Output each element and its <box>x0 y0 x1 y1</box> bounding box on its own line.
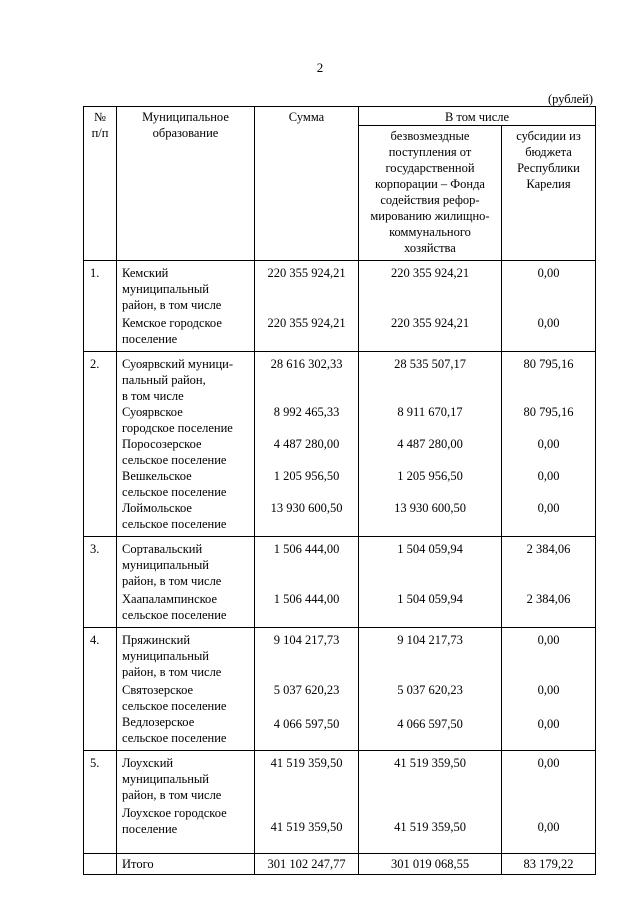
row-number: 4. <box>84 628 117 751</box>
header-municipality <box>117 107 255 261</box>
municipality-cell <box>117 352 255 537</box>
table-row <box>84 537 596 628</box>
fund-value <box>359 632 501 680</box>
subsidies-value-text: 0,00 <box>537 266 560 280</box>
municipality-name-line: сельское поселение <box>122 517 227 531</box>
municipality-name-line: сельское поселение <box>122 485 227 499</box>
header-line: Муниципальное <box>142 110 229 124</box>
unit-label: (рублей) <box>547 92 593 106</box>
municipality-entry <box>122 805 251 837</box>
sum-value <box>255 716 358 748</box>
sum-value-text: 9 104 217,73 <box>273 633 340 647</box>
fund-value <box>359 819 501 853</box>
subsidies-value-text: 80 795,16 <box>523 357 574 371</box>
header-line: субсидии из <box>516 129 581 143</box>
header-line: образование <box>152 126 219 140</box>
municipality-name-line: Суоярвский муници- <box>122 357 234 371</box>
subsidies-value-text: 0,00 <box>537 756 560 770</box>
municipality-name-line: сельское поселение <box>122 608 227 622</box>
subsidies-value-text: 2 384,06 <box>526 542 571 556</box>
fund-value <box>359 404 501 436</box>
sum-value <box>255 436 358 468</box>
sum-value-text: 4 066 597,50 <box>273 717 340 731</box>
municipality-name-line: Лоймольское <box>122 501 192 515</box>
sum-value <box>255 682 358 716</box>
subsidies-value <box>502 500 595 532</box>
fund-value <box>359 436 501 468</box>
row-number: 3. <box>84 537 117 628</box>
sum-value-text: 8 992 465,33 <box>273 405 340 419</box>
header-line: Карелия <box>526 177 571 191</box>
subsidies-value <box>502 436 595 468</box>
sum-value <box>255 315 358 349</box>
municipality-name-line: Вешкельское <box>122 469 192 483</box>
header-line: корпорации – Фонда <box>375 177 485 191</box>
sum-value-text: 1 506 444,00 <box>273 542 340 556</box>
total-subsidies: 83 179,22 <box>502 854 596 875</box>
municipality-name-line: район, в том числе <box>122 574 222 588</box>
header-sum <box>255 107 359 261</box>
municipality-entry <box>122 265 251 313</box>
fund-value-text: 41 519 359,50 <box>394 820 466 834</box>
subsidies-value-text: 0,00 <box>537 683 560 697</box>
header-line: хозяйства <box>404 241 456 255</box>
municipality-entry <box>122 468 251 500</box>
sum-cell <box>255 751 359 854</box>
total-label: Итого <box>117 854 255 875</box>
municipality-cell <box>117 537 255 628</box>
sum-value-text: 5 037 620,23 <box>273 683 340 697</box>
municipality-name-line: Кемский <box>122 266 169 280</box>
sum-value <box>255 632 358 680</box>
municipality-name-line: Пряжинский <box>122 633 191 647</box>
municipality-name-line: Святозерское <box>122 683 194 697</box>
municipality-entry <box>122 682 251 714</box>
municipality-cell <box>117 751 255 854</box>
total-no <box>84 854 117 875</box>
municipality-entry <box>122 591 251 623</box>
header-subsidies <box>502 126 596 261</box>
fund-cell <box>359 352 502 537</box>
fund-cell <box>359 537 502 628</box>
header-line: поступления от <box>388 145 472 159</box>
subsidies-value <box>502 541 595 589</box>
fund-cell <box>359 261 502 352</box>
municipality-name-line: Суоярвское <box>122 405 183 419</box>
subsidies-value <box>502 755 595 803</box>
municipality-name-line: Поросозерское <box>122 437 202 451</box>
municipality-name-line: муниципальный <box>122 558 209 572</box>
subsidies-value-text: 0,00 <box>537 316 560 330</box>
header-line: В том числе <box>444 110 510 124</box>
fund-value-text: 1 504 059,94 <box>397 542 463 556</box>
sum-value <box>255 468 358 500</box>
header-including <box>359 107 596 126</box>
subsidies-value-text: 0,00 <box>537 501 560 515</box>
sum-value <box>255 541 358 589</box>
municipality-name-line: Сортавальский <box>122 542 203 556</box>
municipality-name-line: Лоухский <box>122 756 174 770</box>
municipality-name-line: муниципальный <box>122 649 209 663</box>
sum-cell <box>255 537 359 628</box>
page-number: 2 <box>316 60 324 75</box>
sum-cell <box>255 261 359 352</box>
municipality-name-line: городское поселение <box>122 421 233 435</box>
fund-value <box>359 315 501 349</box>
subsidies-value <box>502 716 595 748</box>
fund-value <box>359 716 501 748</box>
sum-value-text: 28 616 302,33 <box>270 357 343 371</box>
municipality-name-line: Кемское городское <box>122 316 222 330</box>
table-row <box>84 352 596 537</box>
municipality-cell <box>117 261 255 352</box>
subsidies-value-text: 0,00 <box>537 820 560 834</box>
sum-value-text: 1 205 956,50 <box>273 469 340 483</box>
sum-value <box>255 755 358 803</box>
municipality-name-line: в том числе <box>122 389 184 403</box>
subsidies-value <box>502 468 595 500</box>
table-row <box>84 628 596 751</box>
sum-value-text: 13 930 600,50 <box>270 501 343 515</box>
subsidies-value-text: 2 384,06 <box>526 592 571 606</box>
subsidies-value <box>502 404 595 436</box>
sum-value <box>255 356 358 404</box>
header-line: п/п <box>91 126 109 140</box>
municipality-name-line: поселение <box>122 822 178 836</box>
municipality-name-line: район, в том числе <box>122 665 222 679</box>
total-row <box>84 854 596 875</box>
table-body <box>84 261 596 875</box>
header-line: № <box>94 110 106 124</box>
fund-value <box>359 682 501 716</box>
subsidies-cell <box>502 628 596 751</box>
subsidies-value <box>502 819 595 853</box>
table-row <box>84 751 596 854</box>
fund-value-text: 220 355 924,21 <box>390 316 470 330</box>
municipality-entry <box>122 356 251 404</box>
sum-cell <box>255 628 359 751</box>
municipality-name-line: пальный район, <box>122 373 206 387</box>
total-sum: 301 102 247,77 <box>255 854 359 875</box>
fund-cell <box>359 628 502 751</box>
sum-value-text: 41 519 359,50 <box>270 820 343 834</box>
municipality-entry <box>122 315 251 347</box>
subsidies-cell <box>502 537 596 628</box>
municipality-name-line: муниципальный <box>122 772 209 786</box>
header-line: бюджета <box>525 145 572 159</box>
sum-value <box>255 819 358 853</box>
municipality-name-line: Хаапалампинское <box>122 592 218 606</box>
municipality-name-line: Лоухское городское <box>122 806 227 820</box>
row-number: 1. <box>84 261 117 352</box>
subsidies-value-text: 0,00 <box>537 633 560 647</box>
sum-value <box>255 404 358 436</box>
fund-value <box>359 356 501 404</box>
subsidies-value <box>502 315 595 349</box>
subsidies-cell <box>502 352 596 537</box>
header-line: содействия рефор- <box>380 193 480 207</box>
municipality-cell <box>117 628 255 751</box>
municipality-entry <box>122 714 251 746</box>
row-number: 2. <box>84 352 117 537</box>
municipality-name-line: сельское поселение <box>122 699 227 713</box>
table-row <box>84 261 596 352</box>
subsidies-value-text: 0,00 <box>537 469 560 483</box>
subsidies-cell <box>502 751 596 854</box>
fund-value <box>359 541 501 589</box>
subsidies-value <box>502 591 595 625</box>
sum-value <box>255 265 358 313</box>
fund-value-text: 4 066 597,50 <box>397 717 463 731</box>
header-line: Республики <box>517 161 580 175</box>
header-no <box>84 107 117 261</box>
sum-value <box>255 500 358 532</box>
header-line: безвозмездные <box>390 129 470 143</box>
header-fund <box>359 126 502 261</box>
fund-value-text: 1 504 059,94 <box>397 592 463 606</box>
municipality-entry <box>122 541 251 589</box>
fund-value-text: 4 487 280,00 <box>397 437 463 451</box>
subsidies-value-text: 80 795,16 <box>523 405 574 419</box>
header-line: Сумма <box>288 110 325 124</box>
fund-value <box>359 500 501 532</box>
row-number: 5. <box>84 751 117 854</box>
fund-value-text: 13 930 600,50 <box>394 501 466 515</box>
subsidies-value <box>502 356 595 404</box>
fund-value <box>359 755 501 803</box>
fund-value <box>359 591 501 625</box>
sum-value <box>255 591 358 625</box>
municipality-name-line: район, в том числе <box>122 298 222 312</box>
fund-value-text: 1 205 956,50 <box>397 469 463 483</box>
fund-value <box>359 468 501 500</box>
header-line: коммунального <box>389 225 471 239</box>
budget-table <box>83 106 596 875</box>
municipality-entry <box>122 632 251 680</box>
municipality-entry <box>122 436 251 468</box>
municipality-name-line: Ведлозерское <box>122 715 195 729</box>
sum-value-text: 220 355 924,21 <box>267 316 346 330</box>
sum-value-text: 41 519 359,50 <box>270 756 343 770</box>
municipality-name-line: сельское поселение <box>122 453 227 467</box>
subsidies-value <box>502 632 595 680</box>
municipality-name-line: сельское поселение <box>122 731 227 745</box>
municipality-entry <box>122 404 251 436</box>
header-line: мированию жилищно- <box>370 209 490 223</box>
sum-cell <box>255 352 359 537</box>
subsidies-value <box>502 682 595 716</box>
fund-value-text: 5 037 620,23 <box>397 683 463 697</box>
sum-value-text: 220 355 924,21 <box>267 266 346 280</box>
subsidies-cell <box>502 261 596 352</box>
municipality-entry <box>122 755 251 803</box>
municipality-name-line: район, в том числе <box>122 788 222 802</box>
total-fund: 301 019 068,55 <box>359 854 502 875</box>
municipality-name-line: муниципальный <box>122 282 209 296</box>
municipality-entry <box>122 500 251 532</box>
fund-value <box>359 265 501 313</box>
subsidies-value-text: 0,00 <box>537 437 560 451</box>
sum-value-text: 1 506 444,00 <box>273 592 340 606</box>
fund-value-text: 220 355 924,21 <box>390 266 470 280</box>
fund-cell <box>359 751 502 854</box>
fund-value-text: 41 519 359,50 <box>394 756 466 770</box>
fund-value-text: 9 104 217,73 <box>397 633 463 647</box>
fund-value-text: 28 535 507,17 <box>394 357 466 371</box>
subsidies-value <box>502 265 595 313</box>
municipality-name-line: поселение <box>122 332 178 346</box>
header-line: государственной <box>385 161 475 175</box>
sum-value-text: 4 487 280,00 <box>273 437 340 451</box>
fund-value-text: 8 911 670,17 <box>397 405 463 419</box>
subsidies-value-text: 0,00 <box>537 717 560 731</box>
